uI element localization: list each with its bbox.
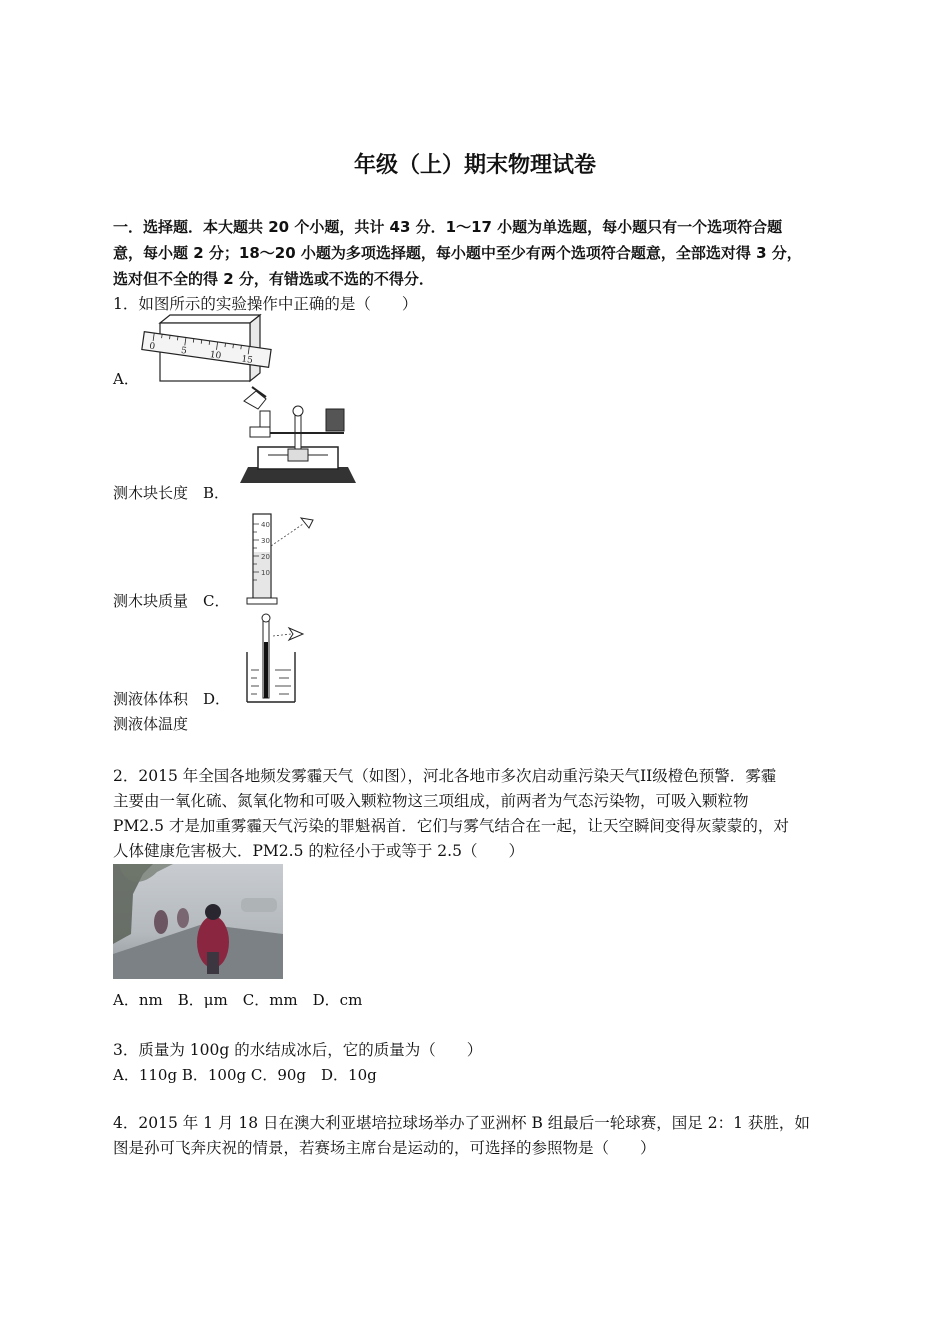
figure-balance xyxy=(238,387,358,485)
question-2-options: A．nm B．μm C．mm D．cm xyxy=(113,991,363,1009)
option-a-label: A． xyxy=(113,370,139,388)
option-b-label: 测木块长度 B． xyxy=(113,484,230,502)
question-2-line-2: 主要由一氧化硫、氮氧化物和可吸入颗粒物这三项组成，前两者为气态污染物，可吸入颗粒物 xyxy=(113,792,749,810)
question-2-line-3: PM2.5 才是加重雾霾天气污染的罪魁祸首．它们与雾气结合在一起，让天空瞬间变得灰蒙蒙的，对 xyxy=(113,817,789,835)
option-d-text: 测液体温度 xyxy=(113,715,189,733)
question-1-stem: 1．如图所示的实验操作中正确的是（ ） xyxy=(113,295,418,313)
ruler-tick-0: 0 xyxy=(148,341,156,353)
ruler-tick-10: 10 xyxy=(209,350,222,362)
option-c-label: 测木块质量 C． xyxy=(113,592,230,610)
section-heading-line-1: 一．选择题．本大题共 20 个小题，共计 43 分．1～17 小题为单选题，每小题只有一个选项符合题 xyxy=(113,218,783,236)
ruler-tick-5: 5 xyxy=(180,345,188,357)
page-title: 年级（上）期末物理试卷 xyxy=(353,153,596,178)
question-4-line-2: 图是孙可飞奔庆祝的情景，若赛场主席台是运动的，可选择的参照物是（ ） xyxy=(113,1139,656,1157)
figure-ruler-block xyxy=(140,313,270,383)
smog-photo xyxy=(113,864,283,979)
question-2-line-1: 2．2015 年全国各地频发雾霾天气（如图），河北各地市多次启动重污染天气II级橙色预警．雾霾 xyxy=(113,767,777,785)
question-3-stem: 3．质量为 100g 的水结成冰后，它的质量为（ ） xyxy=(113,1041,483,1059)
cylinder-tick-40: 40 xyxy=(261,521,270,529)
cylinder-tick-30: 30 xyxy=(261,537,270,545)
cylinder-tick-10: 10 xyxy=(261,569,270,577)
section-heading-line-3: 选对但不全的得 2 分，有错选或不选的不得分． xyxy=(113,270,434,288)
question-4-line-1: 4．2015 年 1 月 18 日在澳大利亚堪培拉球场举办了亚洲杯 B 组最后一轮球赛，国足 2：1 获胜，如 xyxy=(113,1114,810,1132)
question-3-options: A．110g B．100g C．90g D．10g xyxy=(113,1066,377,1084)
section-heading-line-2: 意，每小题 2 分；18～20 小题为多项选择题，每小题中至少有两个选项符合题意，全部选对得 3 分， xyxy=(113,244,802,262)
cylinder-tick-20: 20 xyxy=(261,553,270,561)
figure-cylinder xyxy=(245,512,320,606)
ruler-tick-15: 15 xyxy=(240,354,254,366)
option-d-label: 测液体体积 D． xyxy=(113,690,231,708)
question-2-line-4: 人体健康危害极大．PM2.5 的粒径小于或等于 2.5（ ） xyxy=(113,842,524,860)
figure-thermometer-beaker xyxy=(245,612,310,707)
